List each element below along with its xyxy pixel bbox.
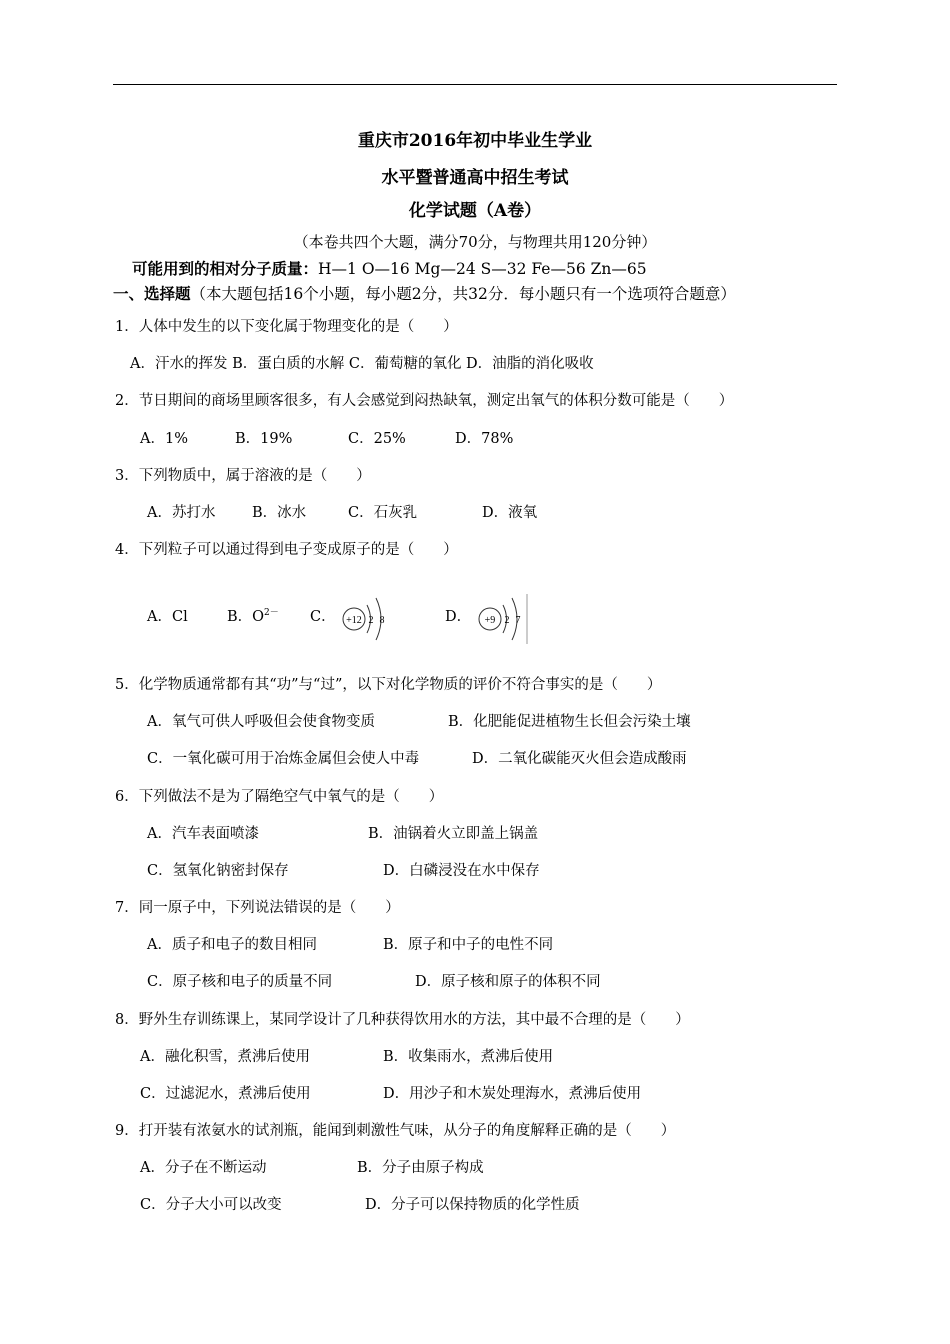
exam-title-line-2: 水平暨普通高中招生考试 [381, 168, 569, 188]
question-9-option-a: A．分子在不断运动 [140, 1160, 267, 1176]
question-2-option-b: B．19% [235, 431, 293, 447]
question-4-option-b-text: B．O [227, 609, 265, 625]
exam-title-line-1: 重庆市2016年初中毕业生学业 [357, 131, 593, 151]
question-2-option-a: A．1% [140, 431, 188, 447]
atom-structure-diagram-d [472, 592, 530, 646]
shell-count-d-2: 7 [515, 615, 521, 626]
section-1-description: （本大题包括16个小题，每小题2分，共32分．每小题只有一个选项符合题意） [190, 285, 736, 303]
question-9-option-b: B．分子由原子构成 [357, 1160, 484, 1176]
shell-count-d-1: 2 [504, 615, 510, 626]
nucleus-charge-d: +9 [484, 615, 496, 626]
question-9-option-d: D．分子可以保持物质的化学性质 [365, 1197, 580, 1213]
question-6-option-d: D．白磷浸没在水中保存 [383, 863, 540, 879]
question-5-stem: 5．化学物质通常都有其“功”与“过”，以下对化学物质的评价不符合事实的是（ ） [115, 677, 662, 693]
question-8-option-a: A．融化积雪，煮沸后使用 [140, 1049, 310, 1065]
question-1-stem: 1．人体中发生的以下变化属于物理变化的是（ ） [115, 319, 458, 335]
atom-structure-diagram-c [336, 592, 396, 646]
relative-masses [132, 257, 647, 279]
question-6-option-b: B．油锅着火立即盖上锅盖 [368, 826, 539, 842]
question-5-option-c: C．一氧化碳可用于冶炼金属但会使人中毒 [147, 751, 420, 767]
nucleus-charge-c: +12 [346, 615, 362, 626]
question-7-option-a: A．质子和电子的数目相同 [147, 937, 317, 953]
question-7-stem: 7．同一原子中，下列说法错误的是（ ） [115, 900, 400, 916]
question-6-stem: 6．下列做法不是为了隔绝空气中氧气的是（ ） [115, 789, 444, 805]
masses-values: H—1 O—16 Mg—24 S—32 Fe—56 Zn—65 [318, 260, 647, 278]
question-5-option-b: B．化肥能促进植物生长但会污染土壤 [448, 714, 691, 730]
question-7-option-d: D．原子核和原子的体积不同 [415, 974, 601, 990]
question-6-option-c: C．氢氧化钠密封保存 [147, 863, 289, 879]
question-3-option-b: B．冰水 [252, 505, 307, 521]
question-4-option-a: A．Cl [147, 609, 188, 625]
ion-charge: 2－ [264, 608, 279, 619]
shell-count-c-1: 2 [368, 615, 374, 626]
masses-label: 可能用到的相对分子质量： [132, 259, 319, 278]
question-3-option-d: D．液氧 [482, 505, 538, 521]
question-3-stem: 3．下列物质中，属于溶液的是（ ） [115, 468, 371, 484]
question-2-option-d: D．78% [455, 431, 514, 447]
question-8-option-c: C．过滤泥水，煮沸后使用 [140, 1086, 311, 1102]
question-7-option-b: B．原子和中子的电性不同 [383, 937, 554, 953]
shell-count-c-2: 8 [379, 615, 385, 626]
question-5-option-d: D．二氧化碳能灭火但会造成酸雨 [472, 751, 687, 767]
question-3-option-c: C．石灰乳 [348, 505, 418, 521]
question-7-option-c: C．原子核和电子的质量不同 [147, 974, 333, 990]
question-1-options: A．汗水的挥发 B．蛋白质的水解 C．葡萄糖的氧化 D．油脂的消化吸收 [130, 356, 594, 372]
header-rule [113, 84, 837, 85]
question-2-stem: 2．节日期间的商场里顾客很多，有人会感觉到闷热缺氧，测定出氧气的体积分数可能是（ ） [115, 393, 734, 409]
exam-title-line-3: 化学试题（A卷） [408, 201, 542, 221]
question-8-option-d: D．用沙子和木炭处理海水，煮沸后使用 [383, 1086, 642, 1102]
section-1-label: 一、选择题 [113, 284, 191, 303]
question-4-option-b [227, 605, 279, 626]
question-6-option-a: A．汽车表面喷漆 [147, 826, 259, 842]
question-5-option-a: A．氧气可供人呼吸但会使食物变质 [147, 714, 375, 730]
section-1-heading [113, 282, 736, 304]
question-9-option-c: C．分子大小可以改变 [140, 1197, 282, 1213]
question-4-option-d: D． [445, 609, 472, 625]
question-4-option-c: C． [310, 609, 336, 625]
question-9-stem: 9．打开装有浓氨水的试剂瓶，能闻到刺激性气味，从分子的角度解释正确的是（ ） [115, 1123, 676, 1139]
question-2-option-c: C．25% [348, 431, 406, 447]
question-8-option-b: B．收集雨水，煮沸后使用 [383, 1049, 554, 1065]
question-8-stem: 8．野外生存训练课上，某同学设计了几种获得饮用水的方法，其中最不合理的是（ ） [115, 1012, 690, 1028]
question-4-stem: 4．下列粒子可以通过得到电子变成原子的是（ ） [115, 542, 458, 558]
question-3-option-a: A．苏打水 [147, 505, 216, 521]
exam-note: （本卷共四个大题，满分70分，与物理共用120分钟） [293, 233, 657, 251]
